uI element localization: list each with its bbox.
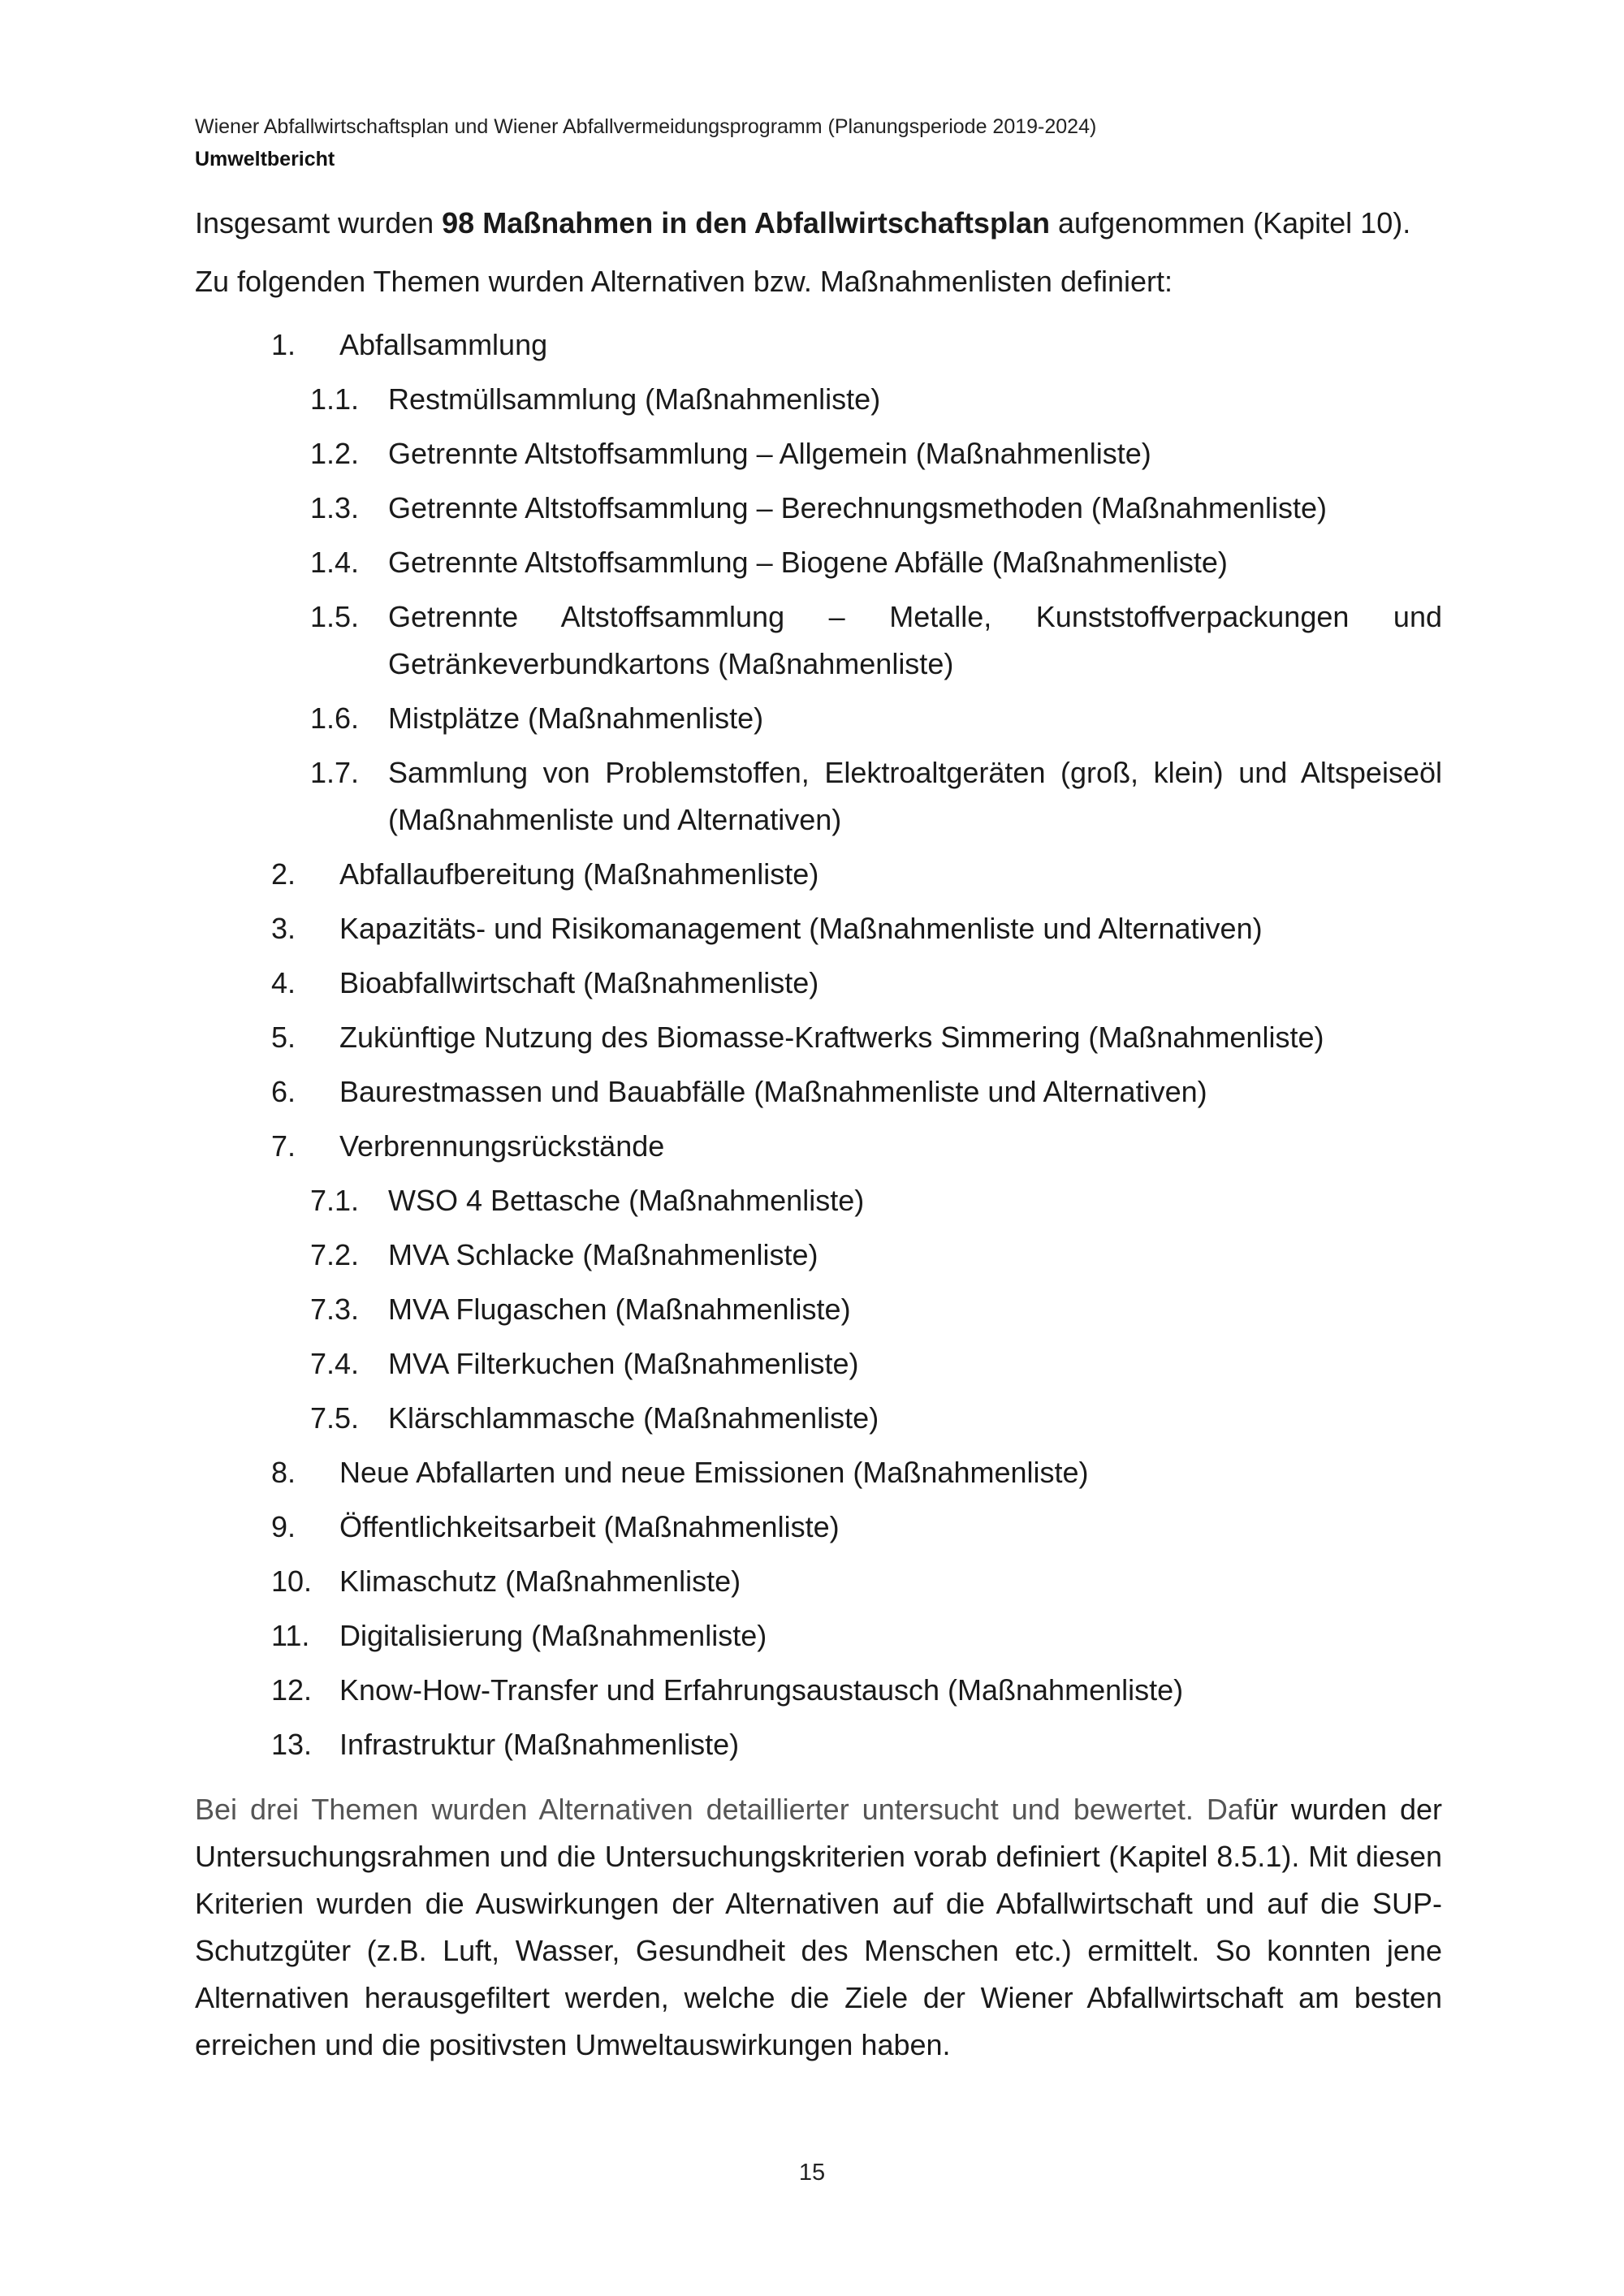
item-text: Kapazitäts- und Risikomanagement (Maßnahmenliste und Alternativen): [339, 912, 1263, 945]
item-number: 7.5.: [310, 1401, 360, 1435]
list-item: [195, 1667, 1442, 1714]
item-number: 5.: [271, 1021, 296, 1054]
item-number: 1.6.: [310, 701, 360, 735]
list-item: [195, 1177, 1442, 1224]
item-number: 3.: [271, 912, 296, 945]
item-number: 7.3.: [310, 1293, 360, 1326]
item-text: Know-How-Transfer und Erfahrungsaustausch (Maßnahmenliste): [339, 1673, 1184, 1707]
item-text: Mistplätze (Maßnahmenliste): [388, 701, 764, 735]
list-item: [195, 1232, 1442, 1279]
item-text: Abfallsammlung: [339, 328, 548, 361]
list-item: [195, 1504, 1442, 1551]
item-number: 8.: [271, 1456, 296, 1489]
item-text: MVA Filterkuchen (Maßnahmenliste): [388, 1347, 859, 1380]
item-number: 12.: [271, 1673, 313, 1707]
list-item: [195, 539, 1442, 586]
list-item: [195, 695, 1442, 742]
page-number: 15: [798, 2160, 826, 2186]
topic-list: [195, 322, 1442, 1776]
item-number: 7.: [271, 1129, 296, 1163]
item-text: Verbrennungsrückstände: [339, 1129, 665, 1163]
page-header: [195, 110, 1445, 175]
item-text: WSO 4 Bettasche (Maßnahmenliste): [388, 1184, 865, 1217]
item-number: 7.1.: [310, 1184, 360, 1217]
item-text: Öffentlichkeitsarbeit (Maßnahmenliste): [339, 1510, 840, 1543]
list-item: [195, 1558, 1442, 1605]
closing-muted-text: Bei drei Themen wurden Alternativen detaillierter untersucht und bewertet. Daf: [195, 1793, 1252, 1826]
list-item: [195, 485, 1442, 532]
item-text: MVA Schlacke (Maßnahmenliste): [388, 1238, 818, 1271]
item-text: Getrennte Altstoffsammlung – Berechnungsmethoden (Maßnahmenliste): [388, 491, 1327, 524]
item-number: 7.4.: [310, 1347, 360, 1380]
list-item: [195, 1123, 1442, 1170]
closing-paragraph: [195, 1786, 1442, 2069]
item-number: 1.4.: [310, 546, 360, 579]
list-item: [195, 905, 1442, 952]
item-text: Getrennte Altstoffsammlung – Allgemein (Maßnahmenliste): [388, 437, 1151, 470]
item-number: 1.2.: [310, 437, 360, 470]
item-text: Baurestmassen und Bauabfälle (Maßnahmenliste und Alternativen): [339, 1075, 1207, 1108]
list-item: [195, 1068, 1442, 1116]
item-text: Neue Abfallarten und neue Emissionen (Maßnahmenliste): [339, 1456, 1089, 1489]
item-text: MVA Flugaschen (Maßnahmenliste): [388, 1293, 851, 1326]
intro-bold: 98 Maßnahmen in den Abfallwirtschaftsplan: [442, 206, 1050, 240]
list-item: [195, 851, 1442, 898]
list-item: [195, 1014, 1442, 1061]
list-item: [195, 749, 1442, 844]
item-number: 9.: [271, 1510, 296, 1543]
item-text: Infrastruktur (Maßnahmenliste): [339, 1728, 740, 1761]
closing-text: ür wurden der Untersuchungsrahmen und die Untersuchungskriterien vorab definiert (Kapitel 8.5.1). Mit diesen Kriterien wurden die Auswirkungen der Alternativen auf die Abfallwirtschaft und auf die SUP-Schutzgüter (z.B. Luft, Wasser, Gesundheit des Menschen etc.) ermittelt. So konnten jene Alternativen herausgefiltert werden, welche die Ziele der Wiener Abfallwirtschaft am besten erreichen und die positivsten Umweltauswirkungen haben.: [195, 1793, 1442, 2061]
item-number: 10.: [271, 1564, 313, 1598]
item-text: Abfallaufbereitung (Maßnahmenliste): [339, 857, 819, 891]
item-number: 7.2.: [310, 1238, 360, 1271]
item-number: 1.7.: [310, 756, 360, 789]
item-number: 2.: [271, 857, 296, 891]
item-text: Bioabfallwirtschaft (Maßnahmenliste): [339, 966, 819, 999]
list-item: [195, 960, 1442, 1007]
item-number: 6.: [271, 1075, 296, 1108]
list-intro: Zu folgenden Themen wurden Alternativen bzw. Maßnahmenlisten definiert:: [195, 265, 1173, 298]
item-number: 1.: [271, 328, 296, 361]
item-number: 4.: [271, 966, 296, 999]
item-number: 11.: [271, 1619, 310, 1652]
list-item: [195, 1286, 1442, 1333]
list-item: [195, 1395, 1442, 1442]
intro-paragraph: [195, 200, 1442, 247]
list-item: [195, 430, 1442, 477]
intro-prefix: Insgesamt wurden: [195, 206, 443, 240]
intro-suffix: aufgenommen (Kapitel 10).: [1049, 206, 1411, 240]
header-title: Wiener Abfallwirtschaftsplan und Wiener Abfallvermeidungsprogramm (Planungsperiode 2019-2024): [195, 115, 1097, 138]
item-text: Restmüllsammlung (Maßnahmenliste): [388, 382, 881, 416]
list-item: [195, 593, 1442, 688]
list-item: [195, 1612, 1442, 1659]
item-number: 1.1.: [310, 382, 360, 416]
list-item: [195, 376, 1442, 423]
item-number: 13.: [271, 1728, 313, 1761]
header-subtitle: Umweltbericht: [195, 148, 335, 170]
item-text: Digitalisierung (Maßnahmenliste): [339, 1619, 767, 1652]
item-text: Klärschlammasche (Maßnahmenliste): [388, 1401, 879, 1435]
item-text: Getrennte Altstoffsammlung – Metalle, Kunststoffverpackungen und Getränkeverbundkartons (Maßnahmenliste): [388, 600, 1442, 680]
item-number: 1.5.: [310, 600, 360, 633]
list-item: [195, 1449, 1442, 1496]
list-item: [195, 322, 1442, 369]
item-number: 1.3.: [310, 491, 360, 524]
item-text: Klimaschutz (Maßnahmenliste): [339, 1564, 741, 1598]
list-item: [195, 1721, 1442, 1768]
item-text: Getrennte Altstoffsammlung – Biogene Abfälle (Maßnahmenliste): [388, 546, 1228, 579]
list-item: [195, 1340, 1442, 1388]
item-text: Zukünftige Nutzung des Biomasse-Kraftwerks Simmering (Maßnahmenliste): [339, 1021, 1324, 1054]
item-text: Sammlung von Problemstoffen, Elektroaltgeräten (groß, klein) und Altspeiseöl (Maßnahmenliste und Alternativen): [388, 756, 1442, 836]
